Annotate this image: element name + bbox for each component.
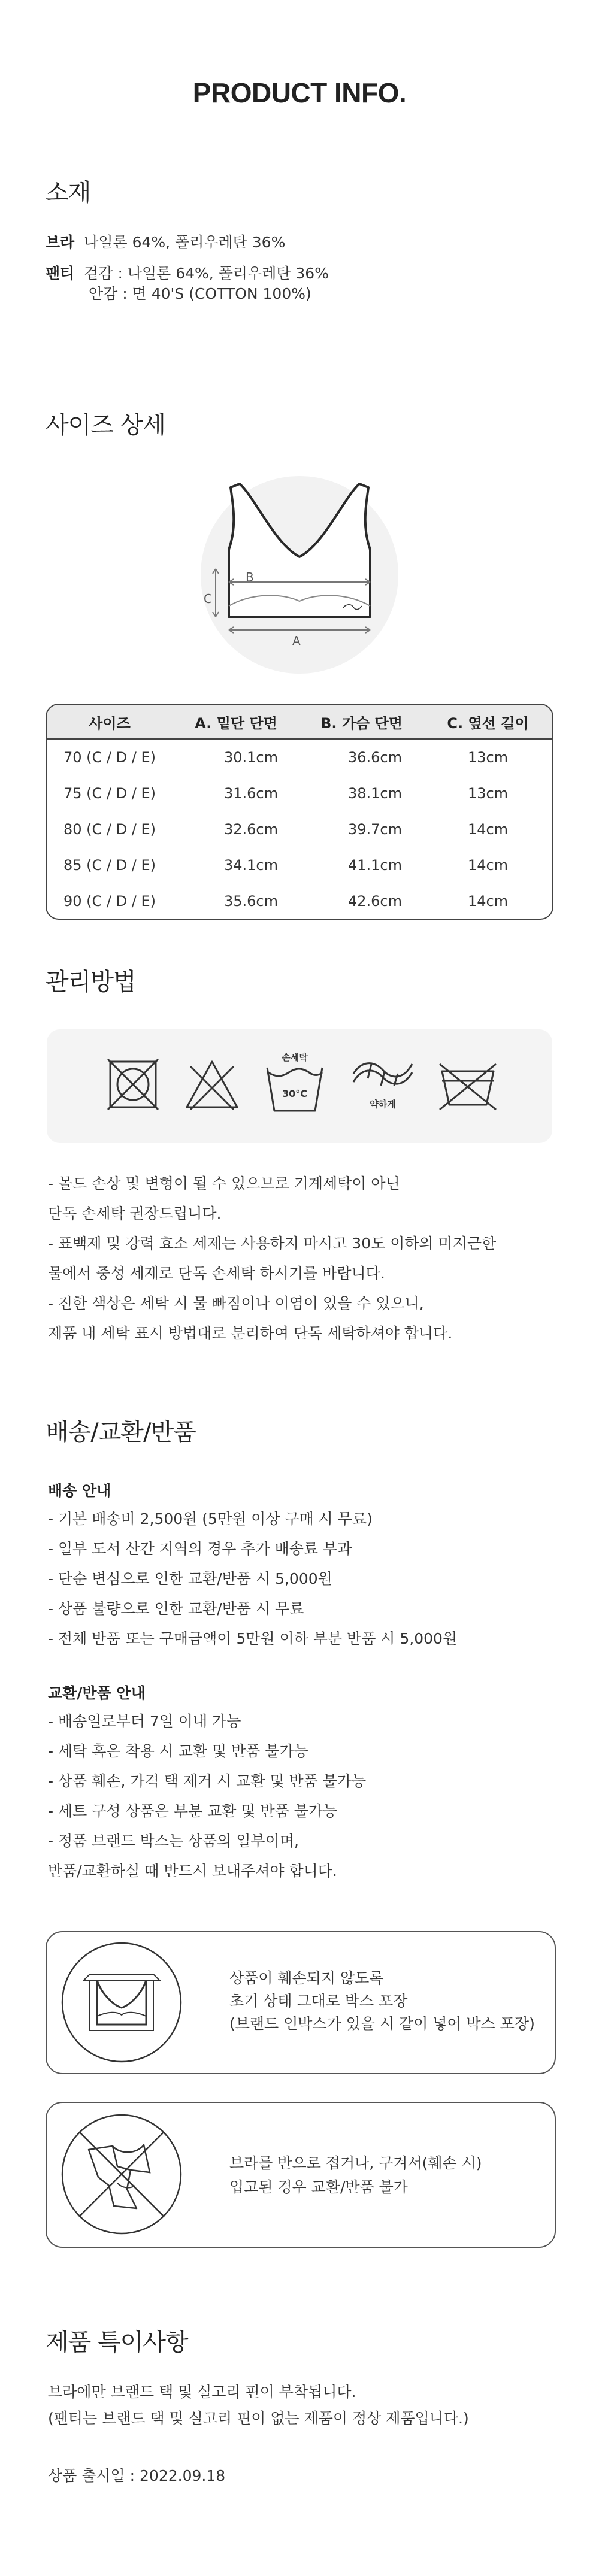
care-section-title: 관리방법	[46, 968, 136, 996]
cell-b: 39.7cm	[300, 811, 423, 847]
size-section-title: 사이즈 상세	[46, 411, 165, 439]
table-row	[47, 811, 552, 847]
size-table	[46, 704, 553, 920]
cell-a: 34.1cm	[173, 847, 300, 883]
cell-size: 90 (C / D / E)	[63, 892, 156, 910]
hand-wash-temp: 30°C	[282, 1088, 307, 1099]
cell-a: 30.1cm	[173, 740, 300, 775]
page-title: PRODUCT INFO.	[192, 77, 407, 108]
header-a: A. 밑단 단면	[173, 705, 300, 740]
header-size: 사이즈	[47, 705, 173, 740]
exchange-line: - 정품 브랜드 박스는 상품의 일부이며,	[48, 1832, 299, 1850]
exchange-line: - 배송일로부터 7일 이내 가능	[48, 1713, 241, 1730]
cell-b: 42.6cm	[347, 892, 402, 910]
cell-a: 35.6cm	[223, 892, 278, 910]
table-row	[47, 847, 552, 883]
panty-material-row	[46, 263, 329, 284]
panty-label: 팬티	[46, 265, 75, 282]
hand-wash-icon	[264, 1051, 326, 1117]
diagram-label-a: A	[292, 634, 301, 648]
cell-c: 13cm	[423, 740, 552, 775]
special-line: 브라에만 브랜드 택 및 실고리 핀이 부착됩니다.	[48, 2383, 356, 2401]
cell-a: 31.6cm	[173, 775, 300, 811]
cell-c: 14cm	[423, 847, 552, 883]
exchange-line: - 상품 훼손, 가격 택 제거 시 교환 및 반품 불가능	[48, 1772, 367, 1790]
bra-material-row	[46, 232, 285, 253]
panty-outer-value: 겉감 : 나일론 64%, 폴리우레탄 36%	[84, 265, 329, 282]
care-note: - 표백제 및 강력 효소 세제는 사용하지 마시고 30도 이하의 미지근한	[48, 1235, 497, 1252]
cell-size: 75 (C / D / E)	[47, 775, 173, 811]
diagram-label-b: B	[246, 570, 254, 584]
header-b: B. 가슴 단면	[300, 705, 423, 740]
exchange-line: - 세트 구성 상품은 부분 교환 및 반품 불가능	[48, 1802, 338, 1820]
boxed-bra-icon	[60, 1941, 183, 2064]
damaged-return-box	[46, 2102, 556, 2248]
damaged-line: 입고된 경우 교환/반품 불가	[229, 2178, 408, 2196]
damaged-line: 브라를 반으로 접거나, 구겨서(훼손 시)	[229, 2154, 482, 2172]
material-section-title: 소재	[46, 179, 91, 207]
wring-label: 약하게	[370, 1099, 396, 1110]
exchange-heading: 교환/반품 안내	[48, 1684, 146, 1702]
panty-inner-value: 안감 : 면 40'S (COTTON 100%)	[89, 285, 311, 302]
care-icons-box	[47, 1029, 552, 1143]
cell-size: 80 (C / D / E)	[47, 811, 173, 847]
cell-c: 13cm	[423, 775, 552, 811]
special-line: (팬티는 브랜드 택 및 실고리 핀이 없는 제품이 정상 제품입니다.)	[48, 2410, 469, 2427]
cell-c: 14cm	[423, 811, 552, 847]
bra-material-value: 나일론 64%, 폴리우레탄 36%	[84, 234, 286, 251]
table-row	[47, 740, 552, 775]
care-note: 물에서 중성 세제로 단독 손세탁 하시기를 바랍니다.	[48, 1265, 385, 1282]
no-dry-clean-icon	[435, 1059, 501, 1113]
release-date: 상품 출시일 : 2022.09.18	[48, 2467, 226, 2484]
cell-a: 32.6cm	[173, 811, 300, 847]
exchange-line: 반품/교환하실 때 반드시 보내주셔야 합니다.	[48, 1862, 337, 1880]
shipping-section-title: 배송/교환/반품	[46, 1419, 196, 1446]
cell-b: 38.1cm	[300, 775, 423, 811]
packaging-line: 상품이 훼손되지 않도록	[229, 1969, 384, 1987]
packaging-line: 초기 상태 그대로 박스 포장	[229, 1992, 408, 2010]
size-table-header	[47, 705, 552, 740]
cell-b: 41.1cm	[300, 847, 423, 883]
packaging-line: (브랜드 인박스가 있을 시 같이 넣어 박스 포장)	[229, 2015, 535, 2032]
cell-size: 70 (C / D / E)	[47, 740, 173, 775]
delivery-line: - 단순 변심으로 인한 교환/반품 시 5,000원	[48, 1570, 332, 1587]
care-note: 단독 손세탁 권장드립니다.	[48, 1205, 222, 1222]
header-c: C. 옆선 길이	[423, 705, 552, 740]
bra-label: 브라	[46, 234, 75, 251]
hand-wash-label: 손세탁	[282, 1052, 308, 1063]
special-section-title: 제품 특이사항	[46, 2329, 188, 2356]
table-row	[47, 775, 552, 811]
care-note: 제품 내 세탁 표시 방법대로 분리하여 단독 세탁하셔야 합니다.	[48, 1325, 453, 1342]
delivery-heading: 배송 안내	[48, 1482, 111, 1499]
cell-size: 85 (C / D / E)	[47, 847, 173, 883]
no-tumble-dry-icon	[104, 1056, 162, 1113]
no-folded-bra-icon	[60, 2113, 183, 2236]
cell-c: 14cm	[467, 892, 509, 910]
delivery-line: - 기본 배송비 2,500원 (5만원 이상 구매 시 무료)	[48, 1510, 373, 1528]
delivery-line: - 일부 도서 산간 지역의 경우 추가 배송료 부과	[48, 1540, 352, 1557]
size-diagram	[198, 473, 401, 677]
care-note: - 몰드 손상 및 변형이 될 수 있으므로 기계세탁이 아닌	[48, 1175, 400, 1192]
diagram-label-c: C	[204, 592, 212, 606]
delivery-line: - 상품 불량으로 인한 교환/반품 시 무료	[48, 1600, 304, 1617]
table-row	[47, 883, 552, 919]
packaging-guide-box	[46, 1931, 556, 2074]
wring-gently-icon	[350, 1056, 416, 1122]
care-note: - 진한 색상은 세탁 시 물 빠짐이나 이염이 있을 수 있으니,	[48, 1295, 424, 1312]
delivery-line: - 전체 반품 또는 구매금액이 5만원 이하 부분 반품 시 5,000원	[48, 1630, 458, 1647]
no-bleach-icon	[182, 1056, 242, 1113]
cell-b: 36.6cm	[300, 740, 423, 775]
exchange-line: - 세탁 혹은 착용 시 교환 및 반품 불가능	[48, 1742, 308, 1760]
